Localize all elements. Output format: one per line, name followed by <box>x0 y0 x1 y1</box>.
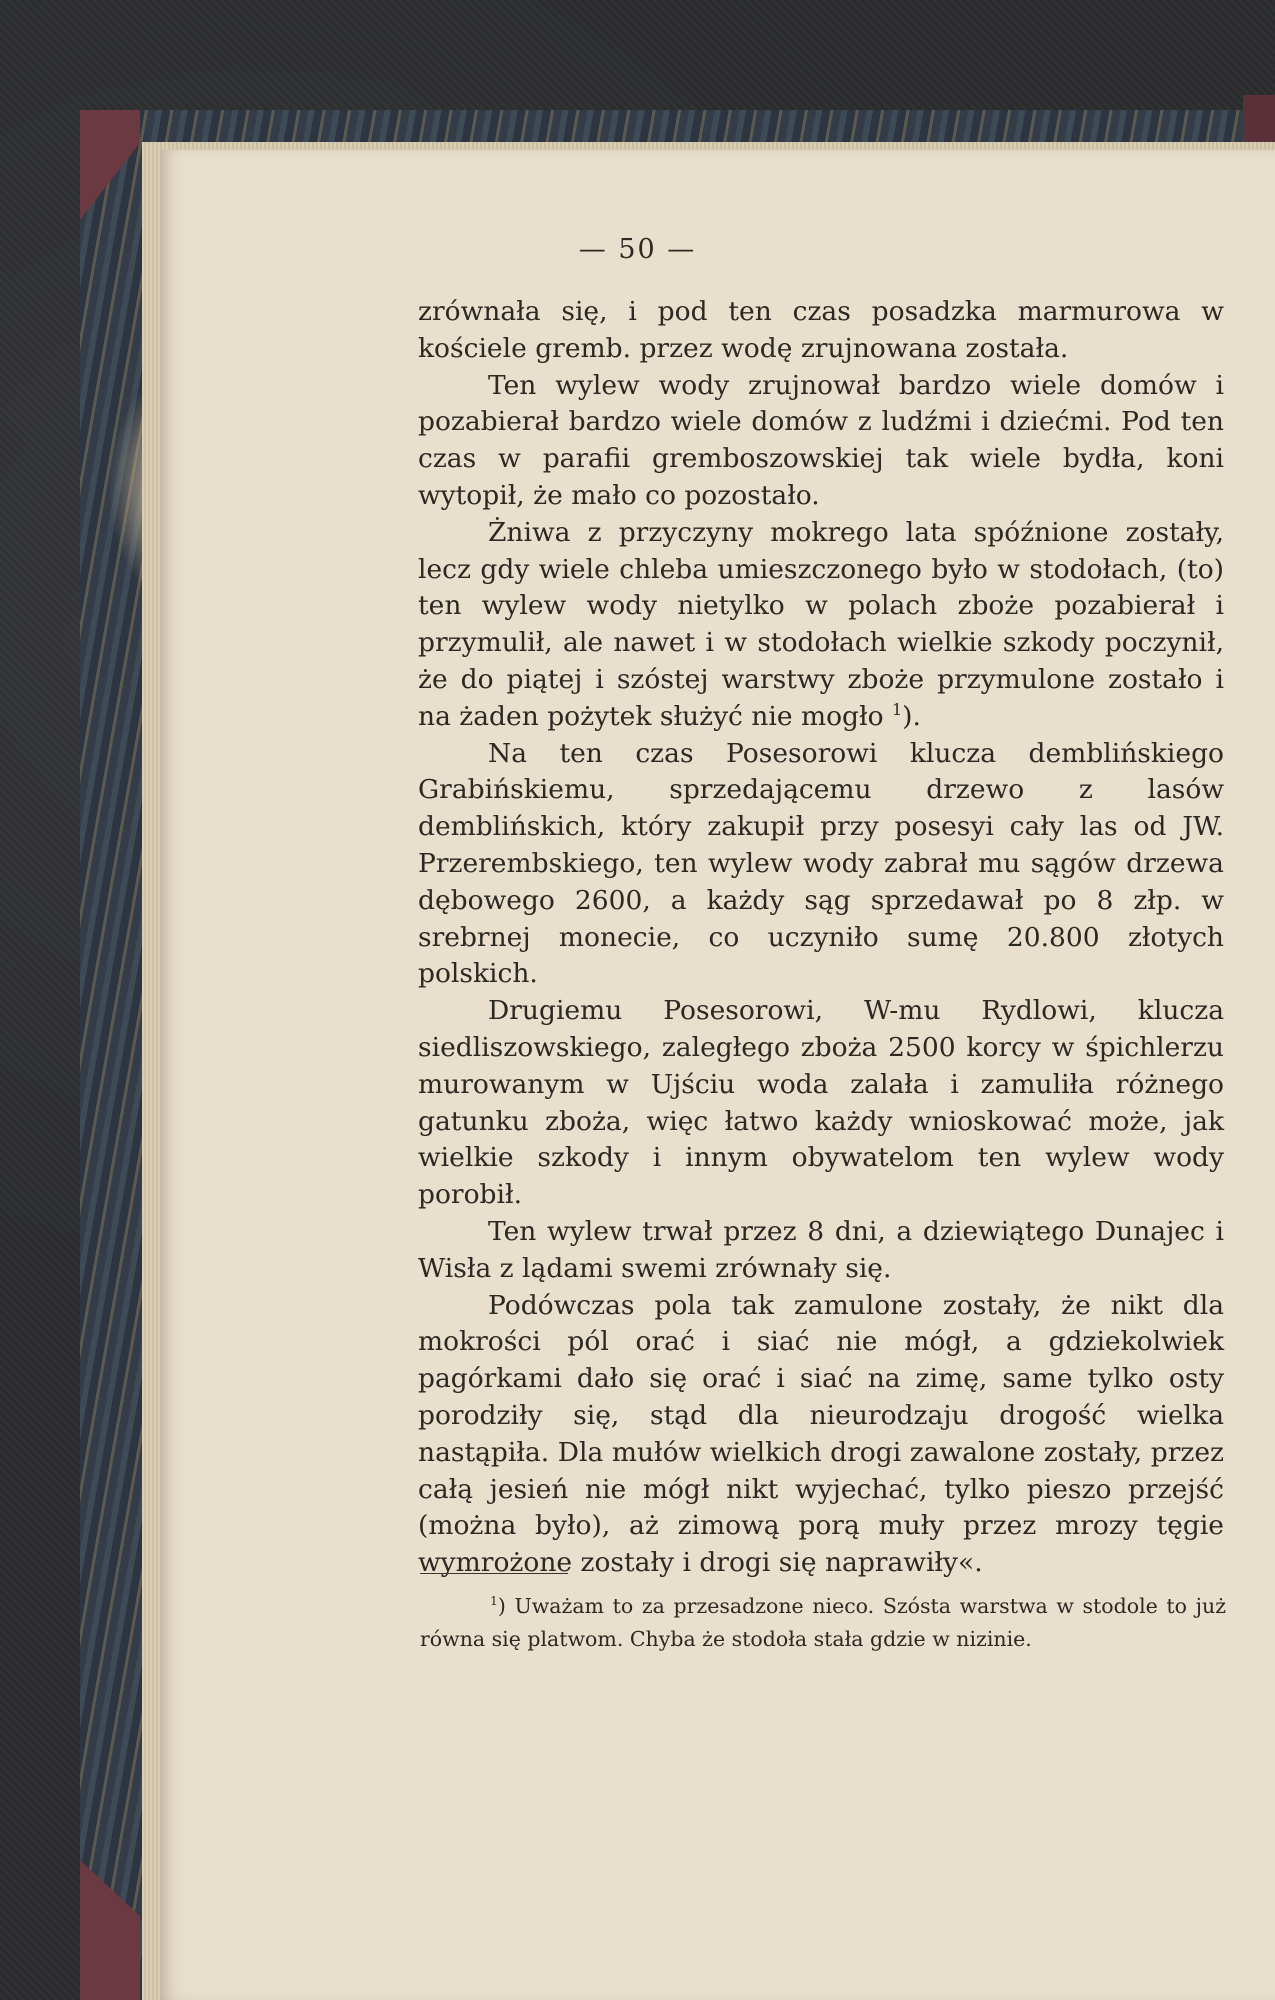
footnote-mark: 1 <box>490 1594 498 1609</box>
paragraph: Na ten czas Posesorowi klucza demblińskiego Grabińskiemu, sprzedającemu drzewo z lasów demblińskich, który zakupił przy posesyi cały las od JW. Przerembskiego, ten wylew wody zabrał mu sągów drzewa dębowego 2600, a każdy sąg sprzedawał po 8 złp. w srebrnej monecie, co uczyniło sumę 20.800 złotych polskich. <box>418 737 1224 990</box>
footnote-reference: 1 <box>892 699 903 719</box>
paragraph: Podówczas pola tak zamulone zostały, że nikt dla mokrości pól orać i siać nie mógł, a gdziekolwiek pagórkami dało się orać i siać na zimę, same tylko osty porodziły się, stąd dla nieurodzaju drogość wielka nastąpiła. Dla mułów wielkich drogi zawalone zostały, przez całą jesień nie mógł nikt wyjechać, tylko pieszo przejść (można było), aż zimową porą muły przez mrozy tęgie wymrożone zostały i drogi się naprawiły«. <box>418 1289 1224 1579</box>
paragraph: Żniwa z przyczyny mokrego lata spóźnione zostały, lecz gdy wiele chleba umieszczonego było w stodołach, (to) ten wylew wody nietylko w polach zboże pozabierał i przymulił, ale nawet i w stodołach wielkie szkody poczynił, że do piątej i szóstej warstwy zboże przymulone zostało i na żaden pożytek służyć nie mogło $^1$). <box>418 516 1224 732</box>
main-text <box>418 294 1224 1582</box>
footnote-text: Uważam to za przesadzone nieco. Szósta warstwa w stodole to już równa się platwom. Chyba że stodoła stała gdzie w nizinie. <box>420 1594 1226 1651</box>
paragraph: Ten wylew wody zrujnował bardzo wiele domów i pozabierał bardzo wiele domów z ludźmi i dziećmi. Pod ten czas w parafii gremboszowskiej tak wiele bydła, koni wytopił, że mało co pozostało. <box>418 369 1224 511</box>
paragraph: Drugiemu Posesorowi, W-mu Rydlowi, klucza siedliszowskiego, zaległego zboża 2500 korcy w śpichlerzu murowanym w Ujściu woda zalała i zamuliła różnego gatunku zboża, więc łatwo każdy wnioskować może, jak wielkie szkody i innym obywatelom ten wylew wody porobił. <box>418 995 1224 1211</box>
paragraph: Ten wylew trwał przez 8 dni, a dziewiątego Dunajec i Wisła z lądami swemi zrównały się. <box>418 1215 1224 1284</box>
page-number: — 50 — <box>578 234 697 265</box>
footnote: $^1$) Uważam to za przesadzone nieco. Szósta warstwa w stodole to już równa się platwom. Chyba że stodoła stała gdzie w nizinie. <box>420 1594 1226 1651</box>
paragraph-text: Żniwa z przyczyny mokrego lata spóźnione zostały, lecz gdy wiele chleba umieszczonego było w stodołach, (to) ten wylew wody nietylko w polach zboże pozabierał i przymulił, ale nawet i w stodołach wielkie szkody poczynił, że do piątej i szóstej warstwy zboże przymulone zostało i na żaden pożytek służyć nie mogło <box>418 516 1224 732</box>
paragraph: zrównała się, i pod ten czas posadzka marmurowa w kościele gremb. przez wodę zrujnowana została. <box>418 296 1224 364</box>
footnote-divider <box>420 1573 568 1574</box>
